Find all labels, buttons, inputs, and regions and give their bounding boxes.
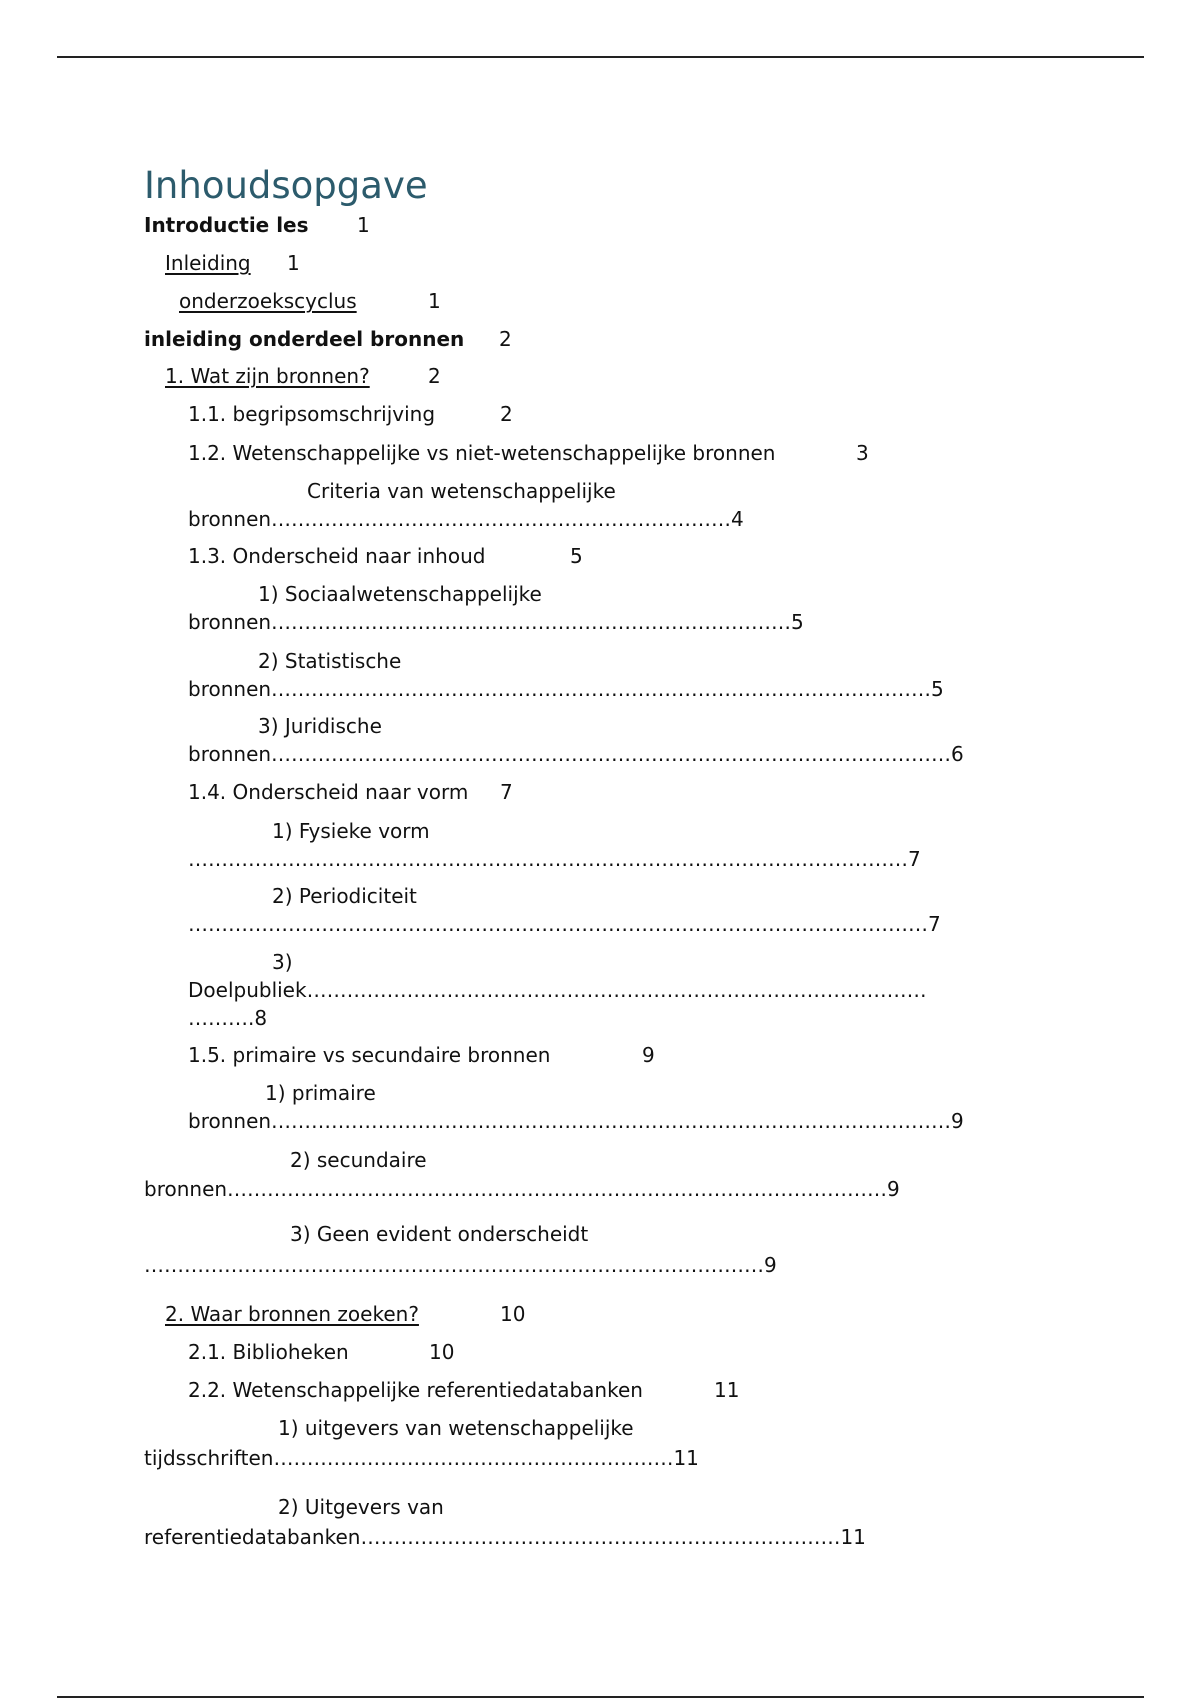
toc-leader-dots: ………………………………………………………………………………… xyxy=(306,978,927,1002)
toc-leader-dots: …………………………………………………………………… xyxy=(271,610,792,634)
toc-title: Inhoudsopgave xyxy=(144,164,428,207)
toc-entry-label: bronnen xyxy=(188,742,272,766)
toc-leader-dots: …………………………………………………… xyxy=(273,1446,674,1470)
toc-page-number: 11 xyxy=(840,1525,866,1549)
toc-entry-label: referentiedatabanken xyxy=(144,1525,361,1549)
toc-leader-dots: ……………………………………………………………………………………………… xyxy=(188,847,908,871)
toc-entry[interactable]: 2.1. Biblioheken xyxy=(188,1340,349,1364)
toc-entry[interactable]: 1.4. Onderscheid naar vorm xyxy=(188,780,469,804)
toc-leader-dots: ………. xyxy=(188,1006,255,1030)
toc-page-number: 5 xyxy=(570,544,583,568)
toc-entry-continuation xyxy=(188,506,744,532)
toc-entry-label: bronnen xyxy=(188,677,272,701)
toc-link-onderzoekscyclus[interactable]: onderzoekscyclus xyxy=(179,289,357,313)
toc-entry[interactable]: 3) Geen evident onderscheidt xyxy=(290,1222,589,1246)
toc-entry[interactable]: 3) Juridische xyxy=(258,714,382,738)
toc-entry-label: bronnen xyxy=(188,1109,272,1133)
toc-entry[interactable]: 2) Uitgevers van xyxy=(278,1495,444,1519)
toc-entry-label: tijdsschriften xyxy=(144,1446,274,1470)
toc-entry[interactable]: 2) secundaire xyxy=(290,1148,427,1172)
toc-page-number: 1 xyxy=(287,251,300,275)
toc-entry[interactable]: 2.2. Wetenschappelijke referentiedatabanken xyxy=(188,1378,643,1402)
toc-page-number: 10 xyxy=(429,1340,455,1364)
header-rule xyxy=(57,56,1144,58)
toc-entry[interactable]: 3) xyxy=(272,950,293,974)
toc-entry-continuation xyxy=(188,1005,267,1031)
toc-link-inleiding[interactable]: Inleiding xyxy=(165,251,251,275)
toc-entry-continuation xyxy=(188,1108,964,1134)
toc-leader-dots: …………………………………………………………… xyxy=(271,507,732,531)
toc-page-number: 7 xyxy=(908,847,921,871)
toc-entry-continuation xyxy=(188,741,964,767)
toc-entry[interactable]: 2) Periodiciteit xyxy=(272,884,417,908)
toc-entry-continuation xyxy=(188,911,941,937)
toc-page-number: 8 xyxy=(254,1006,268,1030)
toc-entry[interactable]: 2) Statistische xyxy=(258,649,402,673)
toc-entry[interactable]: 1.1. begripsomschrijving xyxy=(188,402,436,426)
toc-page-number: 2 xyxy=(499,327,512,351)
toc-entry-label: bronnen xyxy=(188,507,272,531)
toc-page-number: 1 xyxy=(428,289,441,313)
toc-entry[interactable]: 1) uitgevers van wetenschappelijke xyxy=(278,1416,634,1440)
toc-entry-continuation xyxy=(188,977,927,1003)
toc-entry[interactable]: 1) primaire xyxy=(265,1081,376,1105)
toc-leader-dots: ………………………………………………………………………………………………… xyxy=(188,912,928,936)
toc-entry[interactable]: 1.5. primaire vs secundaire bronnen xyxy=(188,1043,551,1067)
toc-page-number: 7 xyxy=(928,912,941,936)
toc-page-number: 1 xyxy=(357,213,370,237)
toc-entry-label: bronnen xyxy=(144,1177,228,1201)
toc-page-number: 10 xyxy=(500,1302,526,1326)
toc-entry[interactable]: 1) Sociaalwetenschappelijke xyxy=(258,582,542,606)
toc-page-number: 9 xyxy=(951,1109,964,1133)
toc-page-number: 6 xyxy=(951,742,964,766)
toc-entry[interactable]: 1.3. Onderscheid naar inhoud xyxy=(188,544,486,568)
toc-page-number: 9 xyxy=(642,1043,655,1067)
footer-rule xyxy=(57,1696,1144,1698)
toc-entry-continuation xyxy=(188,846,921,872)
toc-leader-dots: ………………………………………………………………………………… xyxy=(144,1253,764,1277)
toc-page-number: 5 xyxy=(791,610,804,634)
toc-page-number: 2 xyxy=(500,402,513,426)
toc-leader-dots: ………………………………………………………………………………………… xyxy=(271,1109,952,1133)
toc-link-wat-zijn-bronnen[interactable]: 1. Wat zijn bronnen? xyxy=(165,364,370,388)
toc-leader-dots: ……………………………………………………………………………………… xyxy=(271,677,932,701)
toc-entry-continuation xyxy=(144,1524,866,1550)
toc-page-number: 9 xyxy=(764,1253,777,1277)
toc-leader-dots: ……………………………………………………………………………………… xyxy=(227,1177,888,1201)
toc-leader-dots: ……………………………………………………………… xyxy=(360,1525,841,1549)
toc-entry-continuation xyxy=(144,1445,699,1471)
toc-entry-label: Introductie les xyxy=(144,213,309,237)
toc-entry-label: bronnen xyxy=(188,610,272,634)
toc-entry[interactable]: 1.2. Wetenschappelijke vs niet-wetenschappelijke bronnen xyxy=(188,441,776,465)
toc-leader-dots: ………………………………………………………………………………………… xyxy=(271,742,952,766)
toc-page-number: 11 xyxy=(714,1378,740,1402)
toc-page-number: 3 xyxy=(856,441,869,465)
toc-page-number: 2 xyxy=(428,364,441,388)
toc-entry[interactable]: Criteria van wetenschappelijke xyxy=(307,479,616,503)
toc-page-number: 9 xyxy=(887,1177,900,1201)
toc-entry-inleiding-bronnen[interactable]: inleiding onderdeel bronnen xyxy=(144,327,465,351)
toc-entry-label: Doelpubliek xyxy=(188,978,307,1002)
toc-entry-continuation xyxy=(144,1252,777,1278)
toc-page-number: 11 xyxy=(673,1446,699,1470)
toc-entry-continuation xyxy=(188,609,804,635)
toc-entry-continuation xyxy=(144,1176,900,1202)
toc-entry-introductie[interactable] xyxy=(144,212,309,238)
toc-entry-continuation xyxy=(188,676,944,702)
toc-page-number: 5 xyxy=(931,677,944,701)
toc-link-waar-bronnen-zoeken[interactable]: 2. Waar bronnen zoeken? xyxy=(165,1302,419,1326)
toc-page-number: 7 xyxy=(500,780,513,804)
toc-page-number: 4 xyxy=(731,507,744,531)
toc-entry[interactable]: 1) Fysieke vorm xyxy=(272,819,430,843)
